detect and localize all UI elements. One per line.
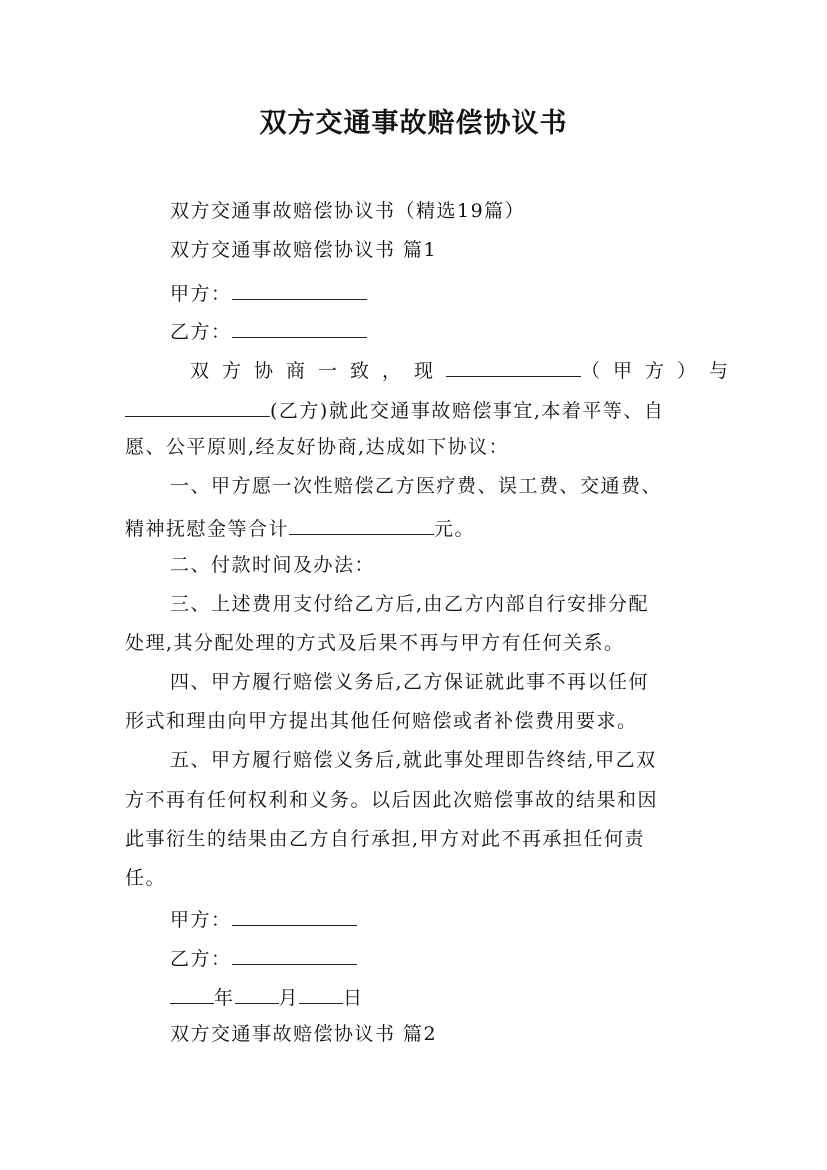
year-blank (170, 983, 214, 1004)
item1-line1: 一、甲方愿一次性赔偿乙方医疗费、误工费、交通费、 (170, 475, 663, 497)
date-year-label: 年 (214, 987, 235, 1009)
intro-line: 双方交通事故赔偿协议书（精选19篇） (170, 200, 526, 222)
item2-line: 二、付款时间及办法： (170, 554, 376, 576)
para1-line1-part-a: 双方协商一致，现 (190, 360, 447, 382)
para1-line1-part-b: （甲方）与 (581, 360, 742, 382)
item5-line4: 任。 (125, 867, 167, 889)
sign-party-a-label: 甲方： (170, 909, 232, 931)
party-a-blank (232, 279, 367, 300)
sign-party-b-label: 乙方： (170, 948, 232, 970)
date-month-label: 月 (278, 987, 300, 1009)
month-blank (235, 983, 279, 1004)
item3-line2: 处理,其分配处理的方式及后果不再与甲方有任何关系。 (125, 632, 625, 654)
sign-party-a-line (170, 905, 357, 932)
item4-line2: 形式和理由向甲方提出其他任何赔偿或者补偿费用要求。 (125, 710, 638, 732)
item1-amount-blank (289, 514, 434, 535)
para1-line2-text: (乙方)就此交通事故赔偿事宜,本着平等、自 (270, 400, 665, 422)
item1-line2-part-b: 元。 (434, 518, 476, 540)
party-a-label: 甲方： (170, 283, 232, 305)
sign-party-b-line (170, 944, 357, 971)
date-day-label: 日 (343, 987, 364, 1009)
party-a-line (170, 279, 367, 306)
para1-line1 (190, 356, 741, 383)
article2-heading: 双方交通事故赔偿协议书 篇2 (170, 1023, 438, 1045)
sign-party-a-blank (232, 905, 357, 926)
item1-line2-part-a: 精神抚慰金等合计 (125, 518, 290, 540)
document-title: 双方交通事故赔偿协议书 (259, 108, 568, 139)
item5-line1: 五、甲方履行赔偿义务后,就此事处理即告终结,甲乙双 (170, 749, 657, 771)
date-line (170, 983, 364, 1010)
sign-party-b-blank (232, 944, 357, 965)
party-b-blank (232, 317, 367, 338)
item4-line1: 四、甲方履行赔偿义务后,乙方保证就此事不再以任何 (170, 671, 650, 693)
party-b-label: 乙方： (170, 321, 232, 343)
para1-blank-party-b (125, 396, 270, 417)
article1-heading: 双方交通事故赔偿协议书 篇1 (170, 239, 438, 261)
day-blank (299, 983, 343, 1004)
item1-line2 (125, 514, 475, 541)
para1-blank-party-a (446, 356, 581, 377)
para1-line3: 愿、公平原则,经友好协商,达成如下协议： (125, 436, 510, 458)
item5-line3: 此事衍生的结果由乙方自行承担,甲方对此不再承担任何责 (125, 828, 646, 850)
item5-line2: 方不再有任何权利和义务。以后因此次赔偿事故的结果和因 (125, 789, 659, 811)
item3-line1: 三、上述费用支付给乙方后,由乙方内部自行安排分配 (170, 593, 650, 615)
party-b-line (170, 317, 367, 344)
para1-line2 (125, 396, 664, 423)
